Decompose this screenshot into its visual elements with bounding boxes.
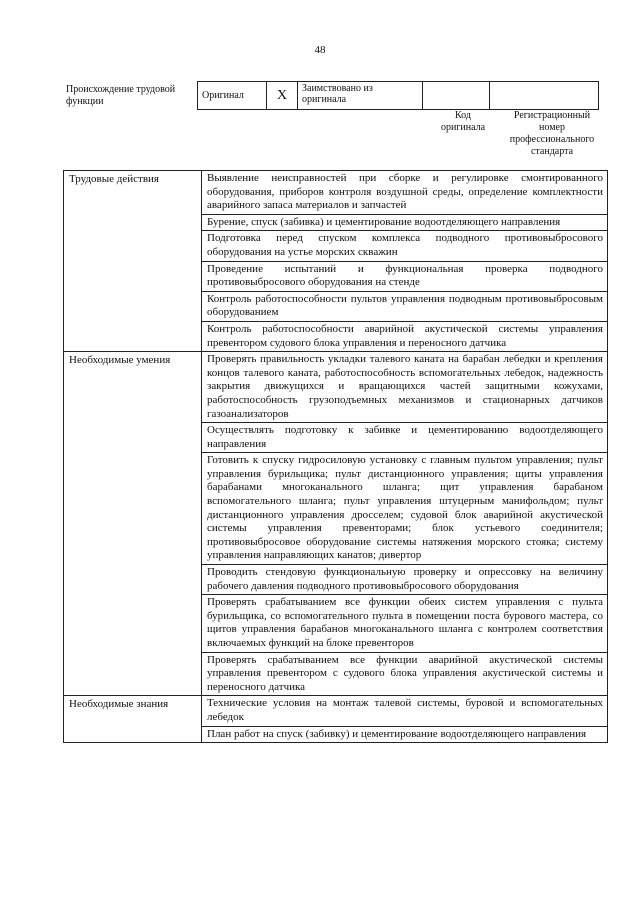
section-item: Проверять срабатыванием все функции аварийной акустической системы управления превентором с судового блока управления акустической системы и переносного датчика bbox=[202, 652, 608, 696]
section-item: Контроль работоспособности аварийной акустической системы управления превентором судового блока управления и переносного датчика bbox=[202, 321, 608, 351]
section-item: План работ на спуск (забивку) и цементирование водоотделяющего направления bbox=[202, 726, 608, 743]
section-item: Проводить стендовую функциональную проверку и опрессовку на величину рабочего давления подводного противовыбросового оборудования bbox=[202, 565, 608, 595]
page-number: 48 bbox=[314, 44, 326, 56]
original-label: Оригинал bbox=[198, 82, 267, 110]
section-item: Проверять срабатыванием все функции обеих систем управления с пульта бурильщика, со вспомогательного пульта в помещении поста бурового мастера, со щитов управления барабанов многоканального шланга с контролем соответствия включаемых функций на блоке превенторов bbox=[202, 595, 608, 652]
section-item: Выявление неисправностей при сборке и регулировке смонтированного оборудования, приборов контроля воздушной среды, определение комплектности аварийного запаса материалов и запчастей bbox=[202, 171, 608, 215]
reg-number-cell bbox=[490, 82, 599, 110]
original-code-cell bbox=[423, 82, 490, 110]
section-item: Контроль работоспособности пультов управления подводным противовыбросовым оборудованием bbox=[202, 291, 608, 321]
section-item: Готовить к спуску гидросиловую установку с главным пультом управления; пульт управления бурильщика; пульт дистанционного управления; щиты управления барабанами многоканального шланга; щит управления барабаном вспомогательного шланга; пульт управления штуцерным манифольдом; пульт дистанционного управления дросселем; судовой блок аварийной акустической системы управления превенторами; блок устьевого соединителя; противовыбросовое оборудование системы натяжения морского стояка; систему управления направляющих канатов; дивертор bbox=[202, 453, 608, 565]
section-item: Осуществлять подготовку к забивке и цементированию водоотделяющего направления bbox=[202, 423, 608, 453]
section-label: Необходимые умения bbox=[64, 352, 202, 696]
section-label: Трудовые действия bbox=[64, 171, 202, 352]
origin-label: Происхождение трудовой функции bbox=[66, 84, 176, 107]
section-item: Бурение, спуск (забивка) и цементирование водоотделяющего направления bbox=[202, 214, 608, 231]
section-item: Технические условия на монтаж талевой системы, буровой и вспомогательных лебедок bbox=[202, 696, 608, 726]
labor-function-table bbox=[63, 170, 608, 743]
section-item: Проверять правильность укладки талевого каната на барабан лебедки и крепления концов талевого каната, работоспособность вспомогательных лебедок, надежность закрытия движущихся и вращающихся частей защитными кожухами, работоспособность грузоподъемных механизмов и стационарных датчиков газоанализаторов bbox=[202, 352, 608, 423]
section-item: Проведение испытаний и функциональная проверка подводного противовыбросового оборудования на стенде bbox=[202, 261, 608, 291]
original-mark: X bbox=[267, 82, 298, 110]
code-caption: Код оригинала bbox=[440, 110, 486, 133]
borrowed-label: Заимствовано из оригинала bbox=[298, 82, 423, 110]
table-row bbox=[64, 171, 608, 215]
section-item: Подготовка перед спуском комплекса подводного противовыбросового оборудования на устье морских скважин bbox=[202, 231, 608, 261]
table-row bbox=[64, 696, 608, 726]
origin-table bbox=[197, 81, 599, 110]
table-row bbox=[64, 352, 608, 423]
reg-number-caption: Регистрационный номер профессионального стандарта bbox=[509, 110, 595, 157]
section-label: Необходимые знания bbox=[64, 696, 202, 743]
